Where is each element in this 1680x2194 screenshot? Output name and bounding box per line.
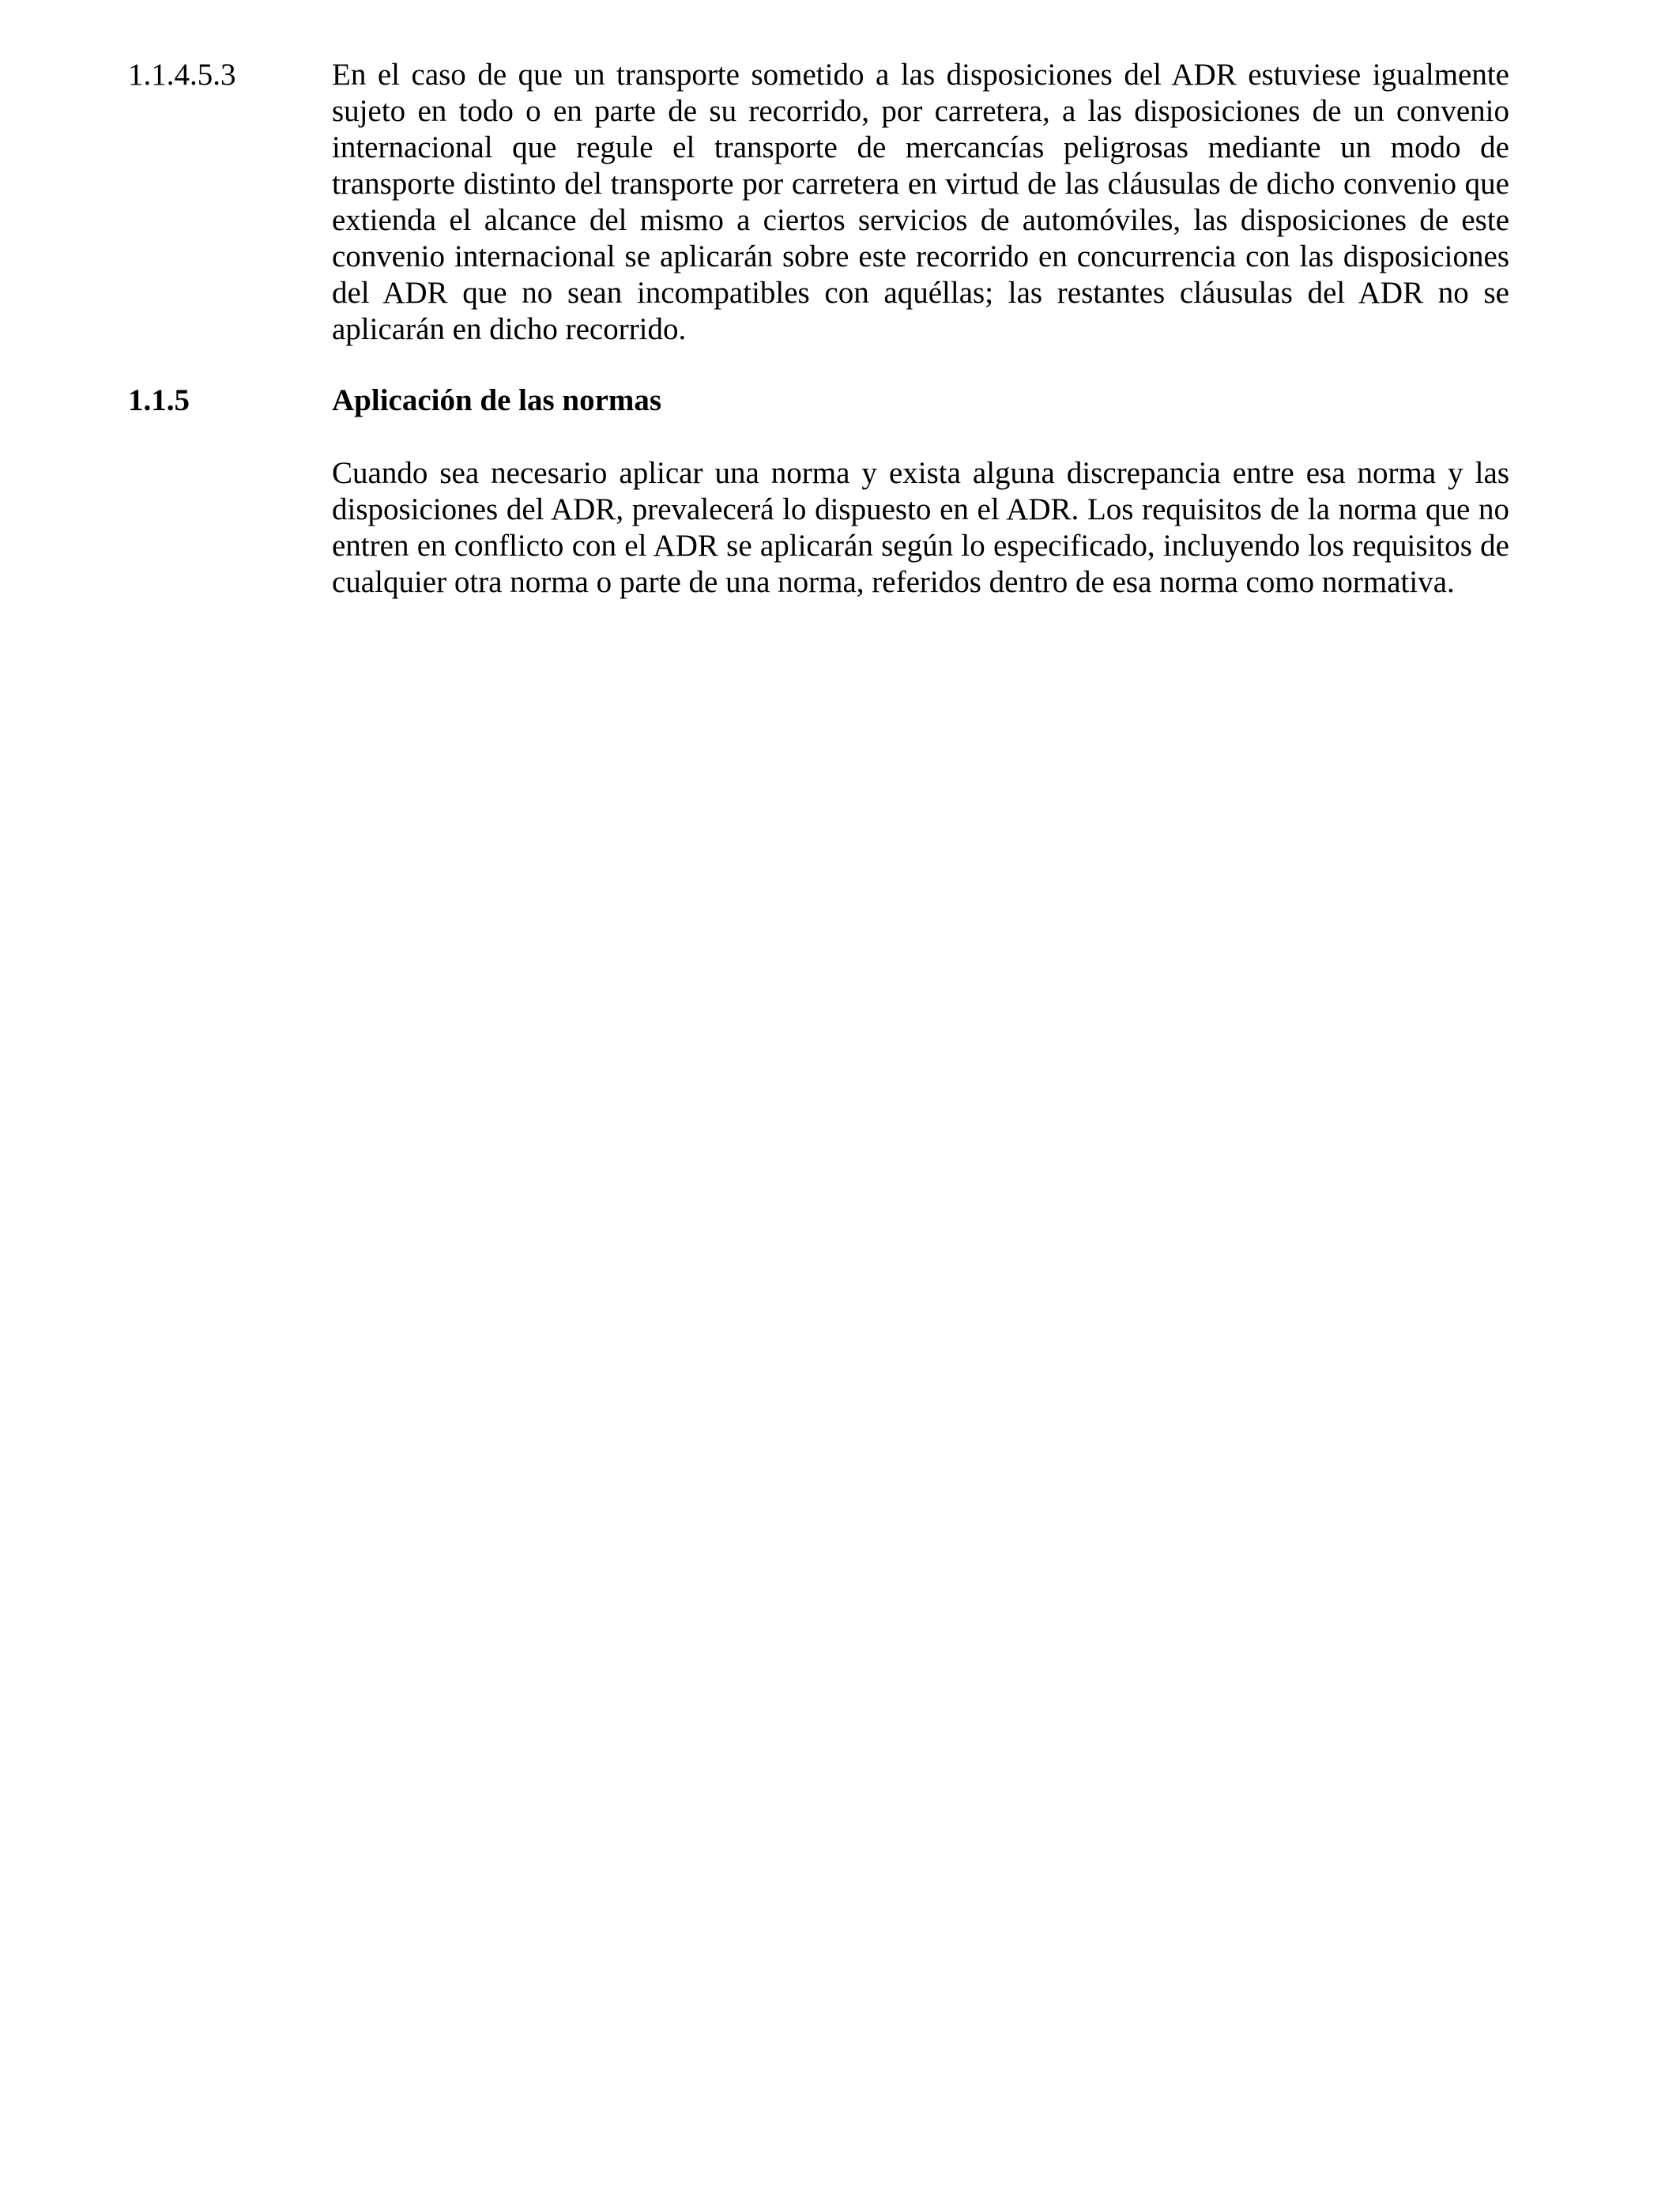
section-number: 1.1.4.5.3 — [128, 58, 236, 92]
section-paragraph: En el caso de que un transporte sometido a las disposiciones del ADR estuviese igualmente sujeto en todo o en parte de su recorrido, por carretera, a las disposiciones de un convenio internacional que regule el transporte de mercancías peligrosas mediante un modo de transporte distinto del transporte por carretera en virtud de las cláusulas de dicho convenio que extienda el alcance del mismo a ciertos servicios de automóviles, las disposiciones de este convenio internacional se aplicarán sobre este recorrido en concurrencia con las disposiciones del ADR que no sean incompatibles con aquéllas; las restantes cláusulas del ADR no se aplicarán en dicho recorrido. — [332, 58, 1509, 346]
section-number: 1.1.5 — [128, 383, 190, 417]
section-heading: Aplicación de las normas — [332, 383, 662, 417]
section-paragraph: Cuando sea necesario aplicar una norma y exista alguna discrepancia entre esa norma y las disposiciones del ADR, prevalecerá lo dispuesto en el ADR. Los requisitos de la norma que no entren en conflicto con el ADR se aplicarán según lo especificado, incluyendo los requisitos de cualquier otra norma o parte de una norma, referidos dentro de esa norma como normativa. — [332, 456, 1509, 599]
